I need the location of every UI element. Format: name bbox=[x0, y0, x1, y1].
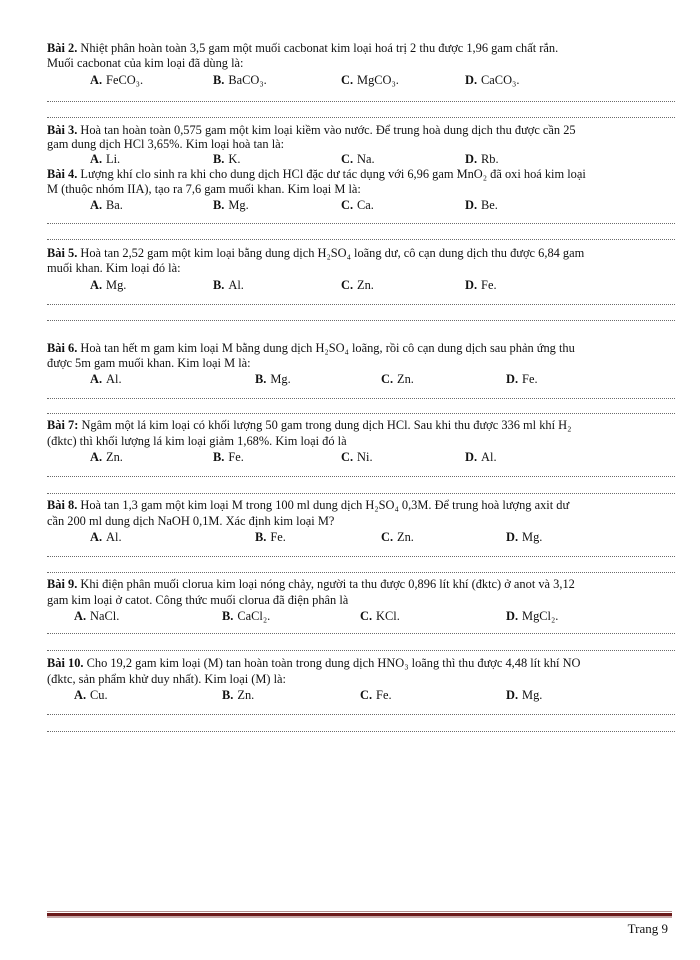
footer-rule bbox=[47, 916, 672, 918]
option-a: A. Mg. bbox=[90, 278, 127, 292]
option-d: D. Mg. bbox=[506, 688, 543, 702]
option-b: B. K. bbox=[213, 152, 241, 166]
option-c: C. Zn. bbox=[381, 530, 414, 544]
answer-line bbox=[47, 117, 675, 118]
question-text-line: Bài 8. Hoà tan 1,3 gam một kim loại M trong 100 ml dung dịch H₂SO₄ 0,3M. Để trung hoà lượng axit dư bbox=[47, 498, 570, 512]
answer-line bbox=[47, 556, 675, 557]
option-a: A. Li. bbox=[90, 152, 121, 166]
question-number: Bài 6. bbox=[47, 341, 78, 355]
question-text-line: muối khan. Kim loại đó là: bbox=[47, 261, 181, 275]
option-b: B. Mg. bbox=[255, 372, 291, 386]
option-b: B. Fe. bbox=[255, 530, 286, 544]
option-b: B. Fe. bbox=[213, 450, 244, 464]
answer-line bbox=[47, 633, 675, 634]
question-text-line: Bài 10. Cho 19,2 gam kim loại (M) tan hoàn toàn trong dung dịch HNO₃ loãng thì thu được 4,48 lít khí NO bbox=[47, 656, 581, 670]
answer-line bbox=[47, 413, 675, 414]
option-b: B. Mg. bbox=[213, 198, 249, 212]
option-a: A. Zn. bbox=[90, 450, 123, 464]
question-text-line: Bài 9. Khi điện phân muối clorua kim loại nóng chảy, người ta thu được 0,896 lít khí (đktc) ở anot và 3,12 bbox=[47, 577, 575, 591]
option-c: C. Ni. bbox=[341, 450, 373, 464]
question-number: Bài 3. bbox=[47, 123, 78, 137]
option-b: B. Zn. bbox=[222, 688, 255, 702]
option-a: A. Al. bbox=[90, 372, 122, 386]
option-d: D. Fe. bbox=[465, 278, 497, 292]
option-c: C. MgCO₃. bbox=[341, 73, 399, 87]
option-c: C. Fe. bbox=[360, 688, 392, 702]
question-number: Bài 2. bbox=[47, 41, 78, 55]
option-a: A. Al. bbox=[90, 530, 122, 544]
answer-line bbox=[47, 223, 675, 224]
option-c: C. Na. bbox=[341, 152, 375, 166]
answer-line bbox=[47, 304, 675, 305]
option-d: D. Rb. bbox=[465, 152, 499, 166]
option-c: C. Zn. bbox=[341, 278, 374, 292]
answer-line bbox=[47, 493, 675, 494]
option-a: A. Ba. bbox=[90, 198, 123, 212]
option-b: B. BaCO₃. bbox=[213, 73, 267, 87]
option-b: B. Al. bbox=[213, 278, 244, 292]
page-number: Trang 9 bbox=[627, 921, 668, 936]
footer-rule bbox=[47, 911, 672, 912]
option-d: D. CaCO₃. bbox=[465, 73, 520, 87]
option-a: A. Cu. bbox=[74, 688, 108, 702]
answer-line bbox=[47, 320, 675, 321]
option-a: A. NaCl. bbox=[74, 609, 120, 623]
answer-line bbox=[47, 398, 675, 399]
option-d: D. Mg. bbox=[506, 530, 543, 544]
option-c: C. Ca. bbox=[341, 198, 374, 212]
question-number: Bài 10. bbox=[47, 656, 84, 670]
question-text-line: Bài 7: Ngâm một lá kim loại có khối lượng 50 gam trong dung dịch HCl. Sau khi thu được 336 ml khí H₂ bbox=[47, 418, 572, 432]
answer-line bbox=[47, 714, 675, 715]
option-c: C. KCl. bbox=[360, 609, 400, 623]
question-number: Bài 8. bbox=[47, 498, 78, 512]
question-text-line: cần 200 ml dung dịch NaOH 0,1M. Xác định kim loại M? bbox=[47, 514, 335, 528]
question-text-line: Bài 3. Hoà tan hoàn toàn 0,575 gam một kim loại kiềm vào nước. Để trung hoà dung dịch thu được cần 25 bbox=[47, 123, 576, 137]
option-d: D. Be. bbox=[465, 198, 498, 212]
question-text-line: Bài 5. Hoà tan 2,52 gam một kim loại bằng dung dịch H₂SO₄ loãng dư, cô cạn dung dịch thu được 6,84 gam bbox=[47, 246, 585, 260]
answer-line bbox=[47, 476, 675, 477]
question-text-line: Bài 6. Hoà tan hết m gam kim loại M bằng dung dịch H₂SO₄ loãng, rồi cô cạn dung dịch sau phản ứng thu bbox=[47, 341, 575, 355]
question-text-line: (đktc, sản phẩm khử duy nhất). Kim loại (M) là: bbox=[47, 672, 286, 686]
answer-line bbox=[47, 239, 675, 240]
question-text-line: (đktc) thì khối lượng lá kim loại giảm 1,68%. Kim loại đó là bbox=[47, 434, 347, 448]
answer-line bbox=[47, 101, 675, 102]
question-number: Bài 9. bbox=[47, 577, 78, 591]
question-text-line: được 5m gam muối khan. Kim loại M là: bbox=[47, 356, 251, 370]
question-text-line: gam kim loại ở catot. Công thức muối clorua đã điện phân là bbox=[47, 593, 349, 607]
option-d: D. Al. bbox=[465, 450, 497, 464]
question-number: Bài 7: bbox=[47, 418, 79, 432]
answer-line bbox=[47, 731, 675, 732]
question-number: Bài 5. bbox=[47, 246, 78, 260]
option-c: C. Zn. bbox=[381, 372, 414, 386]
answer-line bbox=[47, 572, 675, 573]
question-number: Bài 4. bbox=[47, 167, 78, 181]
question-text-line: Bài 2. Nhiệt phân hoàn toàn 3,5 gam một muối cacbonat kim loại hoá trị 2 thu được 1,96 gam chất rắn. bbox=[47, 41, 559, 55]
question-text-line: Bài 4. Lượng khí clo sinh ra khi cho dung dịch HCl đặc dư tác dụng với 6,96 gam MnO₂ đã oxi hoá kim loại bbox=[47, 167, 586, 181]
question-text-line: M (thuộc nhóm IIA), tạo ra 7,6 gam muối khan. Kim loại M là: bbox=[47, 182, 361, 196]
option-b: B. CaCl₂. bbox=[222, 609, 271, 623]
option-a: A. FeCO₃. bbox=[90, 73, 144, 87]
option-d: D. MgCl₂. bbox=[506, 609, 559, 623]
option-d: D. Fe. bbox=[506, 372, 538, 386]
answer-line bbox=[47, 650, 675, 651]
question-text-line: Muối cacbonat của kim loại đã dùng là: bbox=[47, 56, 244, 70]
question-text-line: gam dung dịch HCl 3,65%. Kim loại hoà tan là: bbox=[47, 137, 285, 151]
